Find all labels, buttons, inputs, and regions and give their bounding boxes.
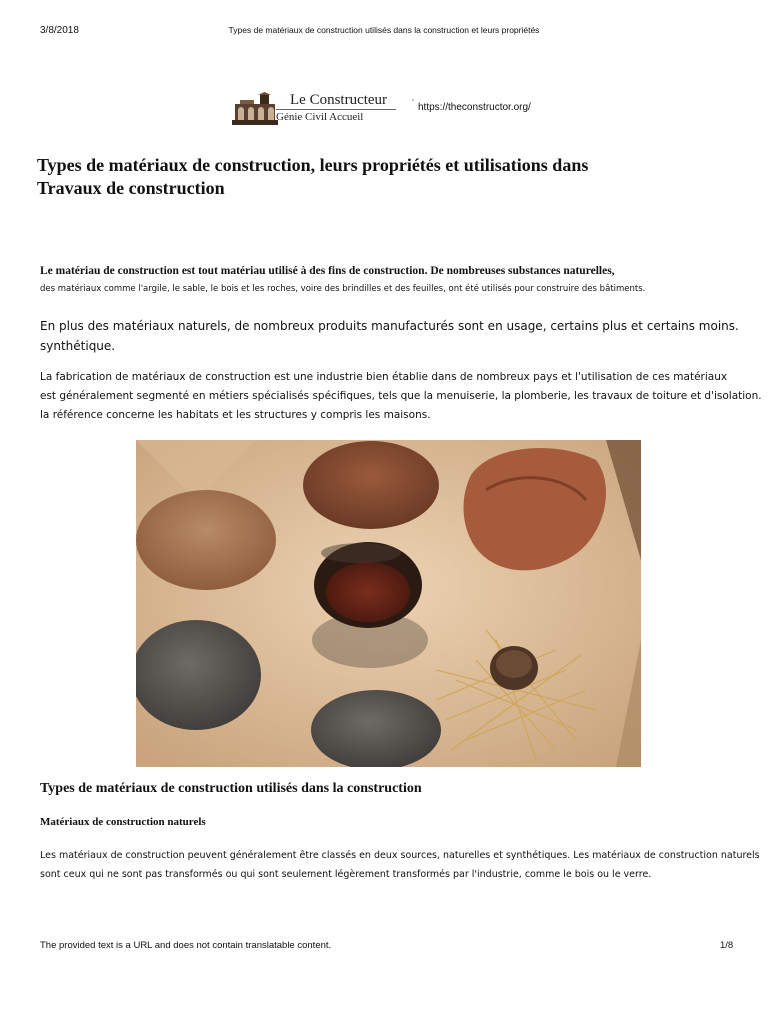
building-logo-icon (232, 92, 278, 126)
logo-name: Le Constructeur (290, 92, 388, 108)
section-text (40, 846, 768, 884)
paragraph-line: sont ceux qui ne sont pas transformés ou qui sont seulement légèrement transformés par l'industrie, comme le bois ou le verre. (40, 869, 652, 880)
site-logo[interactable] (232, 92, 412, 126)
intro-bold-text: Le matériau de construction est tout matériau utilisé à des fins de construction. De nombreuses substances naturelles, (40, 265, 615, 277)
intro-small-text: des matériaux comme l'argile, le sable, le bois et les roches, voire des brindilles et des feuilles, ont été utilisés pour construire des bâtiments. (40, 284, 646, 294)
section-subheading: Matériaux de construction naturels (40, 816, 206, 828)
logo-subtitle: Génie Civil Accueil (276, 111, 364, 123)
paragraph-line: est généralement segmenté en métiers spécialisés spécifiques, tels que la menuiserie, la plomberie, les travaux de toiture et d'isolation. (40, 390, 762, 402)
red-mark-icon: ʼ (412, 98, 414, 108)
paragraph-line: Les matériaux de construction peuvent généralement être classés en deux sources, naturelles et synthétiques. Les matériaux de construction naturels (40, 850, 760, 861)
paragraph-line: En plus des matériaux naturels, de nombreux produits manufacturés sont en usage, certains plus et certains moins. (40, 319, 739, 333)
paragraph-manufactured (40, 316, 740, 356)
paragraph-line: synthétique. (40, 339, 116, 353)
paragraph-industry (40, 368, 768, 425)
section-heading: Types de matériaux de construction utilisés dans la construction (40, 781, 422, 796)
paragraph-line: la référence concerne les habitats et les structures y compris les maisons. (40, 409, 431, 421)
source-url-link[interactable]: https://theconstructor.org/ (418, 102, 531, 113)
logo-divider (276, 109, 396, 110)
print-header-title: Types de matériaux de construction utilisés dans la construction et leurs propriétés (228, 25, 540, 35)
footer-note: The provided text is a URL and does not contain translatable content. (40, 940, 332, 951)
page-number: 1/8 (720, 940, 734, 951)
construction-materials-photo (136, 440, 641, 767)
print-date: 3/8/2018 (40, 25, 79, 36)
paragraph-line: La fabrication de matériaux de construction est une industrie bien établie dans de nombreux pays et l'utilisation de ces matériaux (40, 371, 728, 383)
page-title: Types de matériaux de construction, leurs propriétés et utilisations dans Travaux de construction (37, 155, 589, 198)
